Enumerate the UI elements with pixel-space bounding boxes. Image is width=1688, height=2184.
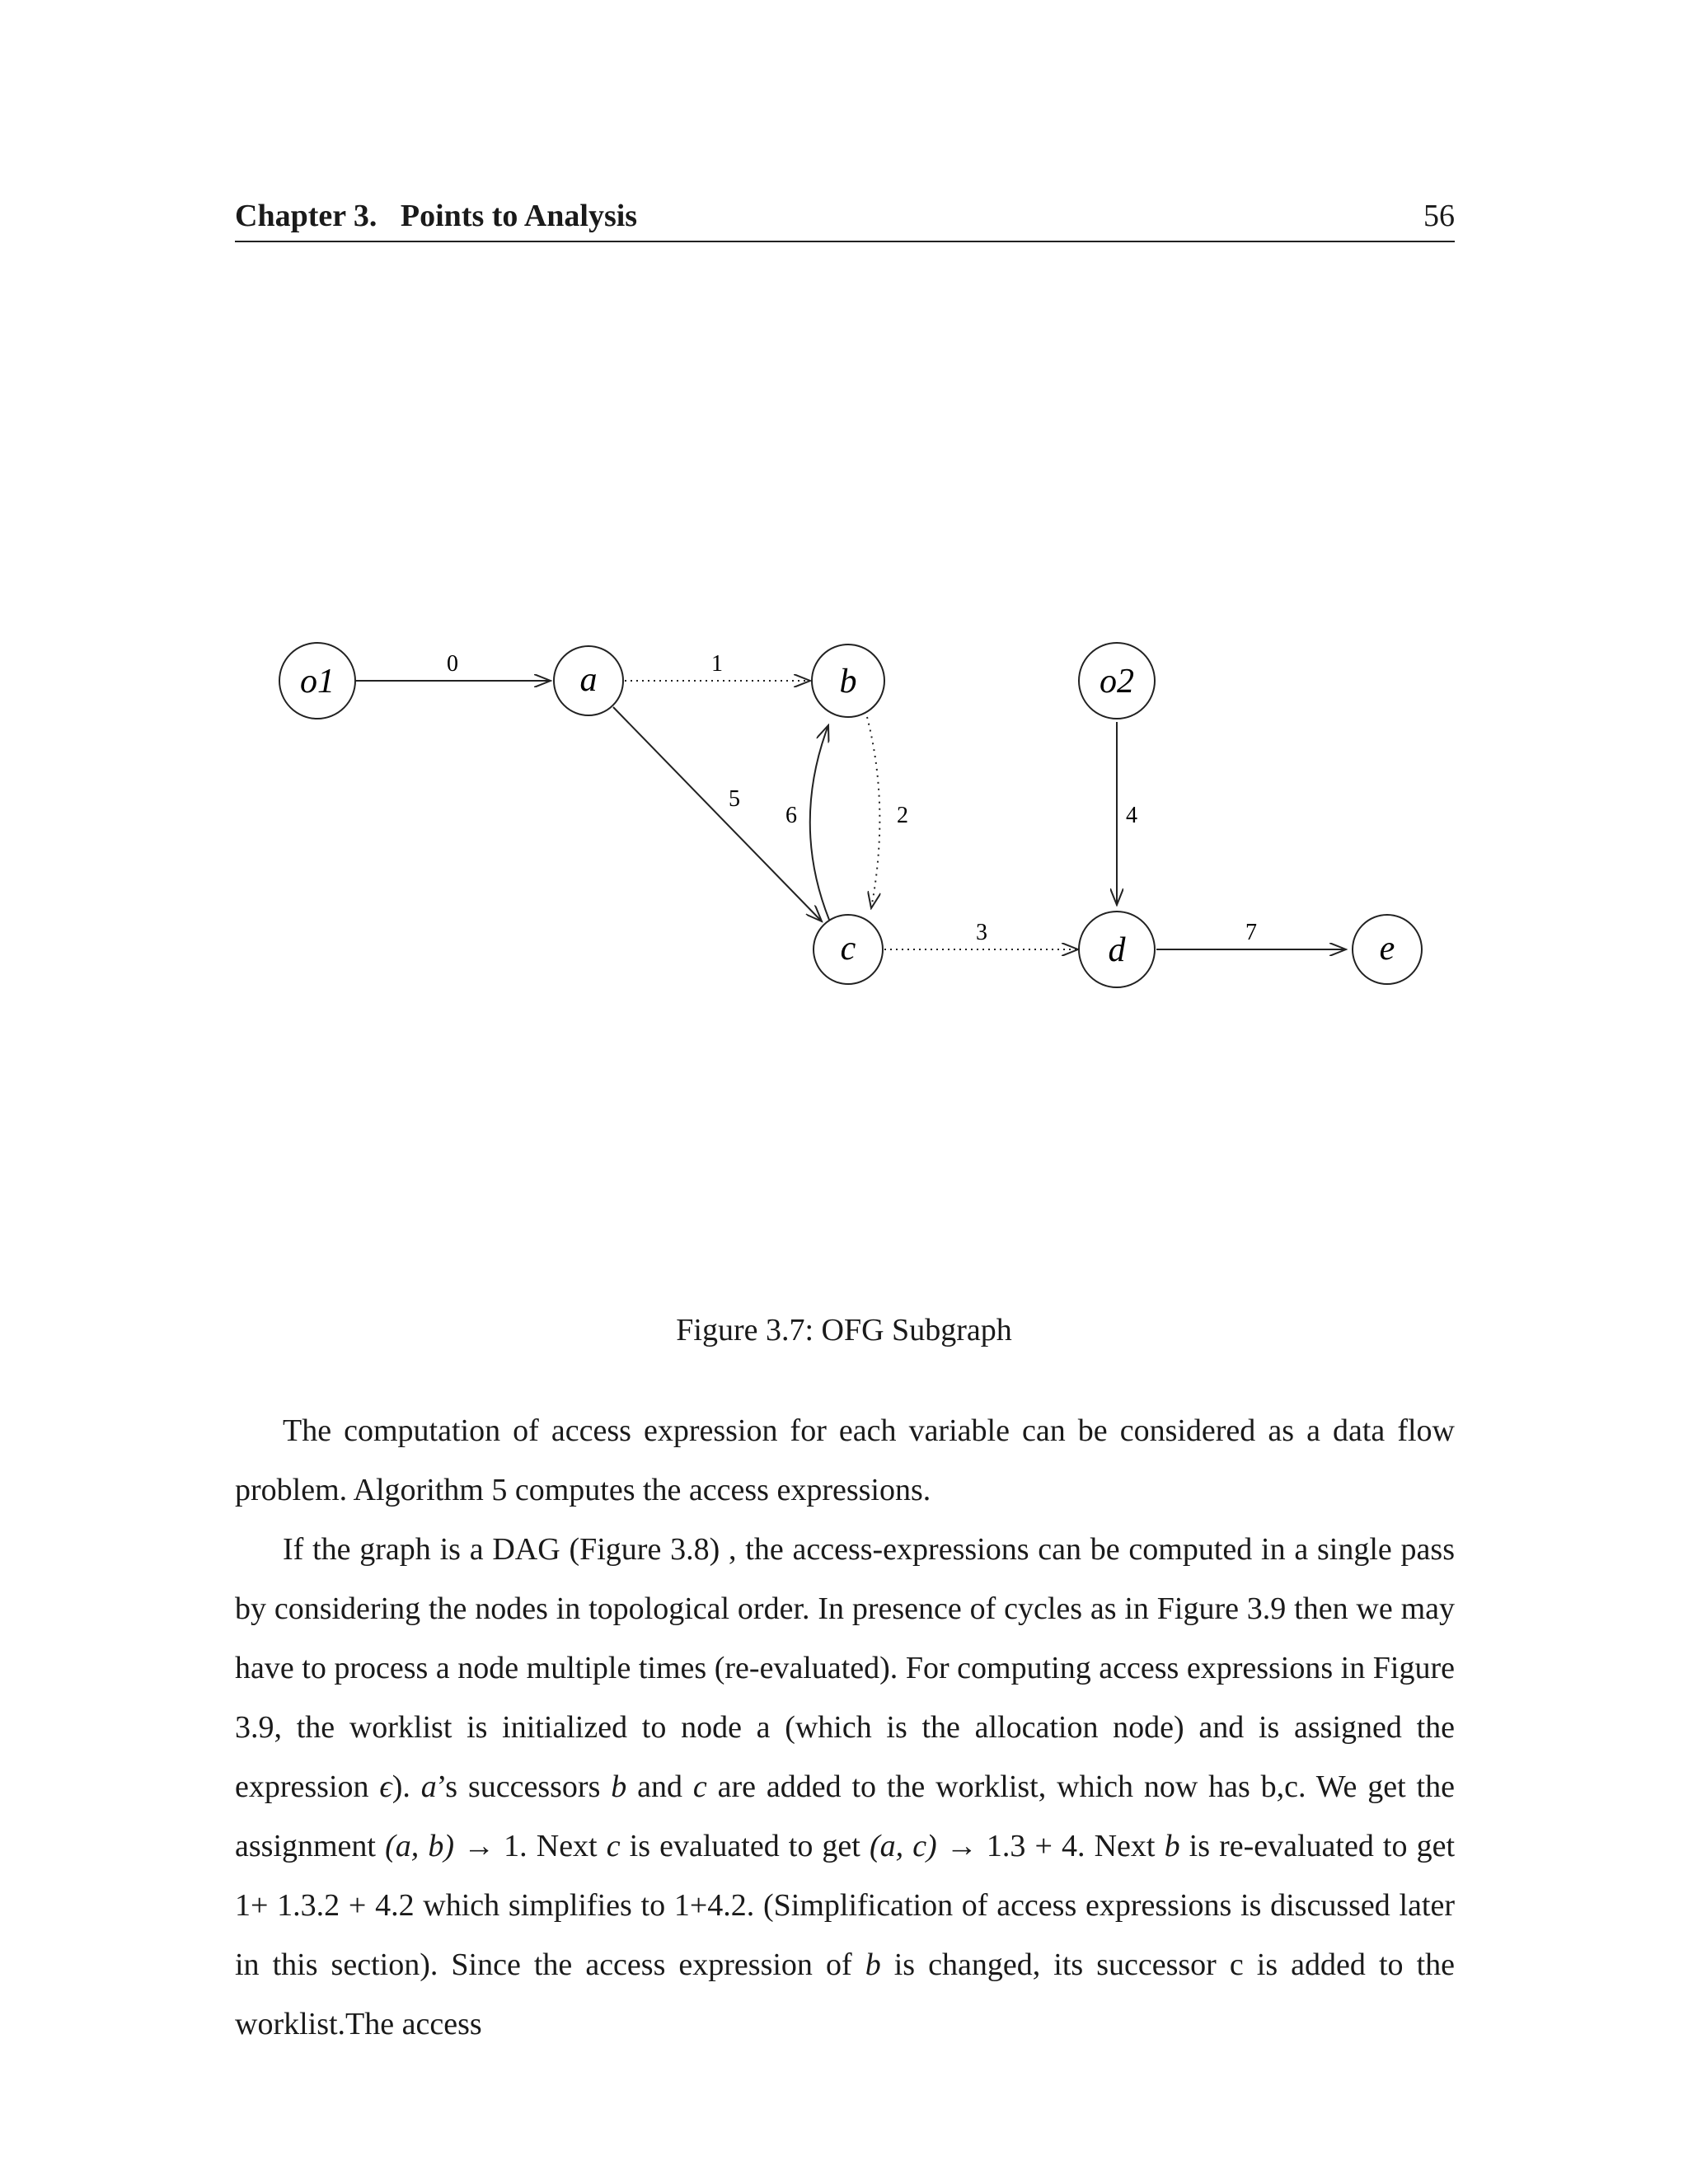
node-e [1353,915,1422,984]
node-o2 [1079,643,1155,719]
math-ac-pair: (a, c) [869,1829,937,1863]
edge-label-3: 3 [976,920,987,945]
math-ab-pair: (a, b) [385,1829,454,1863]
edge-label-6: 6 [785,803,797,828]
math-c: c [692,1769,707,1804]
p2-text-1: If the graph is a DAG (Figure 3.8) , the access-expressions can be computed in a single pass by considering the nodes in topological order. In presence of cycles as in Figure 3.9 then we may have to process a node multiple times (re-evaluated). For computing access expressions in Figure 3.9, the worklist is initialized to node a (which is the allocation node) and is assigned the expression [235,1532,1455,1804]
p2-text-5: are added to the worklist, which now has b,c. We get the assignment [235,1769,1455,1863]
node-o1 [279,643,355,719]
edge-label-7: 7 [1245,920,1257,945]
math-epsilon: ϵ [379,1769,392,1804]
math-a: a [420,1769,437,1804]
p2-text-2: ). [392,1769,421,1804]
edge-label-2: 2 [897,803,908,828]
edge-label-5: 5 [729,786,740,812]
paragraph-1: The computation of access expression for each variable can be considered as a data flow problem. Algorithm 5 computes the access expressions. [235,1413,1455,1507]
p2-text-6: → 1. Next [453,1829,607,1863]
node-d-label: d [1108,931,1126,969]
node-b-label: b [839,663,857,701]
p2-text-10: is changed, its successor c is added to the worklist.The access [235,1947,1455,2041]
edge-label-1: 1 [711,651,723,677]
math-b-2: b [1164,1829,1180,1863]
node-e-label: e [1379,930,1395,968]
node-a-label: a [579,661,598,699]
body-text [235,1401,1455,2054]
page-number: 56 [1423,199,1455,233]
p2-text-4: and [626,1769,693,1804]
node-d [1079,912,1155,987]
p2-text-7: is evaluated to get [620,1829,870,1863]
edge-label-4: 4 [1126,803,1137,828]
edge-label-0: 0 [447,651,458,677]
math-b: b [611,1769,627,1804]
figure-caption: Figure 3.7: OFG Subgraph [676,1313,1012,1347]
node-a [554,646,623,715]
node-o1-label: o1 [300,663,335,701]
p2-text-8: → 1.3 + 4. Next [936,1829,1165,1863]
p2-text-3: ’s successors [436,1769,612,1804]
chapter-title: Chapter 3. Points to Analysis [235,199,638,233]
edge-c-b [810,725,829,920]
p2-text-9: is re-evaluated to get 1+ 1.3.2 + 4.2 which simplifies to 1+4.2. (Simplification of access expressions is discussed later in this section). Since the access expression of [235,1829,1455,1982]
math-c-2: c [606,1829,621,1863]
math-b-3: b [865,1947,881,1982]
node-c-label: c [840,930,856,968]
node-c [814,915,883,984]
node-o2-label: o2 [1100,663,1134,701]
node-b [812,644,884,717]
edge-b-c [867,717,879,908]
paragraph-2 [235,1520,1455,2054]
